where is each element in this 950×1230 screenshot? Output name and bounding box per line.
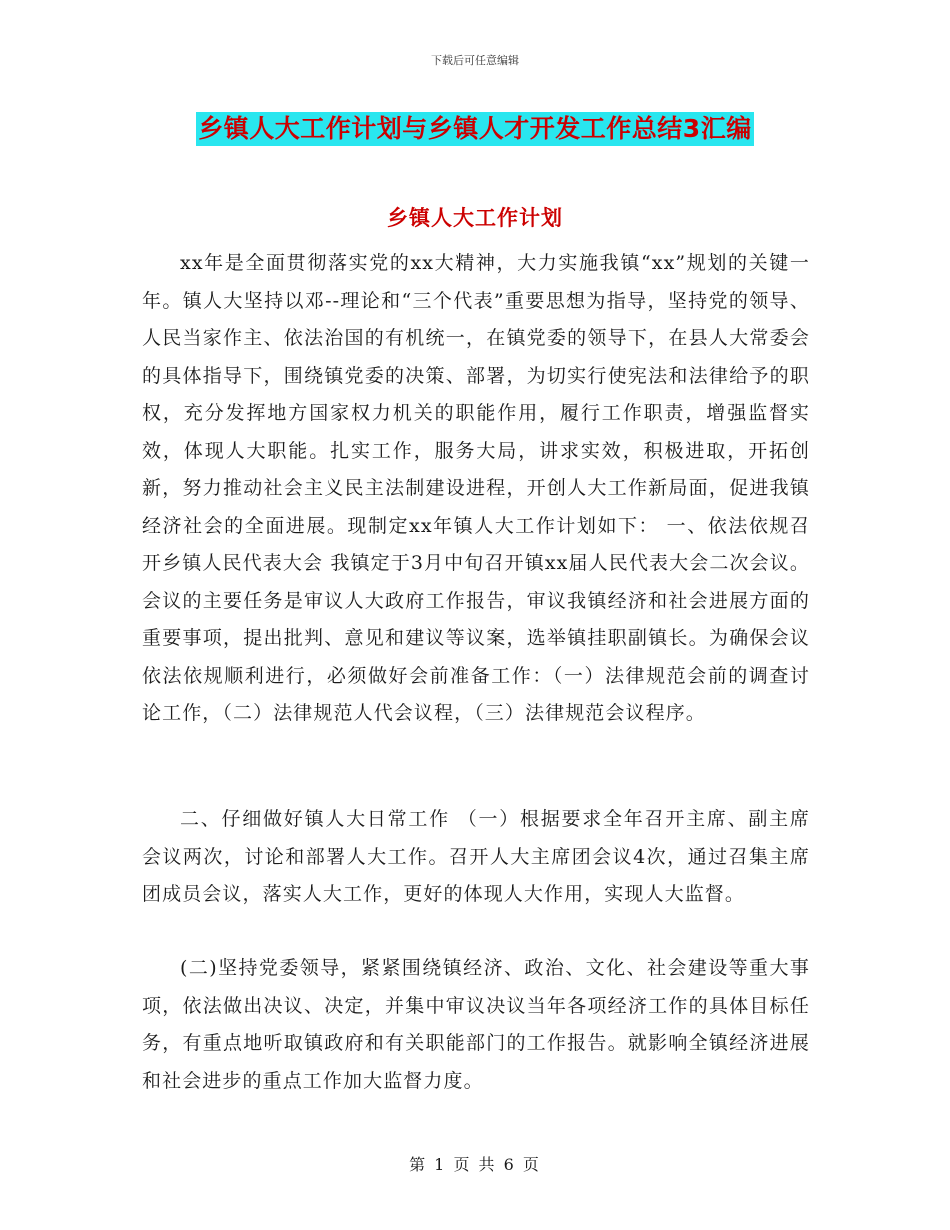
paragraph-1: xx年是全面贯彻落实党的xx大精神，大力实施我镇“xx”规划的关键一年。镇人大坚持以邓--理论和“三个代表”重要思想为指导，坚持党的领导、人民当家作主、依法治国的有机统一，在镇党委的领导下，在县人大常委会的具体指导下，围绕镇党委的决策、部署，为切实行使宪法和法律给予的职权，充分发挥地方国家权力机关的职能作用，履行工作职责，增强监督实效，体现人大职能。扎实工作，服务大局，讲求实效，积极进取，开拓创新，努力推动社会主义民主法制建设进程，开创人大工作新局面，促进我镇经济社会的全面进展。现制定xx年镇人大工作计划如下： 一、依法依规召开乡镇人民代表大会 我镇定于3月中旬召开镇xx届人民代表大会二次会议。会议的主要任务是审议人大政府工作报告，审议我镇经济和社会进展方面的重要事项，提出批判、意见和建议等议案，选举镇挂职副镇长。为确保会议依法依规顺利进行，必须做好会前准备工作：（一）法律规范会前的调查讨论工作，（二）法律规范人代会议程，（三）法律规范会议程序。 xyxy=(142,252,810,724)
section-heading: 乡镇人大工作计划 xyxy=(387,206,563,230)
page-number-footer: 第 1 页 共 6 页 xyxy=(409,1155,541,1174)
body-paragraph-block xyxy=(142,245,810,733)
document-title-container xyxy=(0,112,950,146)
body-paragraph-block xyxy=(142,801,810,914)
page-header-note: 下载后可任意编辑 xyxy=(431,54,519,67)
paragraph-2: 二、仔细做好镇人大日常工作 （一）根据要求全年召开主席、副主席会议两次，讨论和部署人大工作。召开人大主席团会议4次，通过召集主席团成员会议，落实人大工作，更好的体现人大作用，实现人大监督。 xyxy=(142,808,810,905)
body-paragraph-block xyxy=(142,950,810,1100)
document-title: 乡镇人大工作计划与乡镇人才开发工作总结3汇编 xyxy=(196,112,753,146)
paragraph-3: (二)坚持党委领导，紧紧围绕镇经济、政治、文化、社会建设等重大事项，依法做出决议、决定，并集中审议决议当年各项经济工作的具体目标任务，有重点地听取镇政府和有关职能部门的工作报告。就影响全镇经济进展和社会进步的重点工作加大监督力度。 xyxy=(142,957,810,1092)
